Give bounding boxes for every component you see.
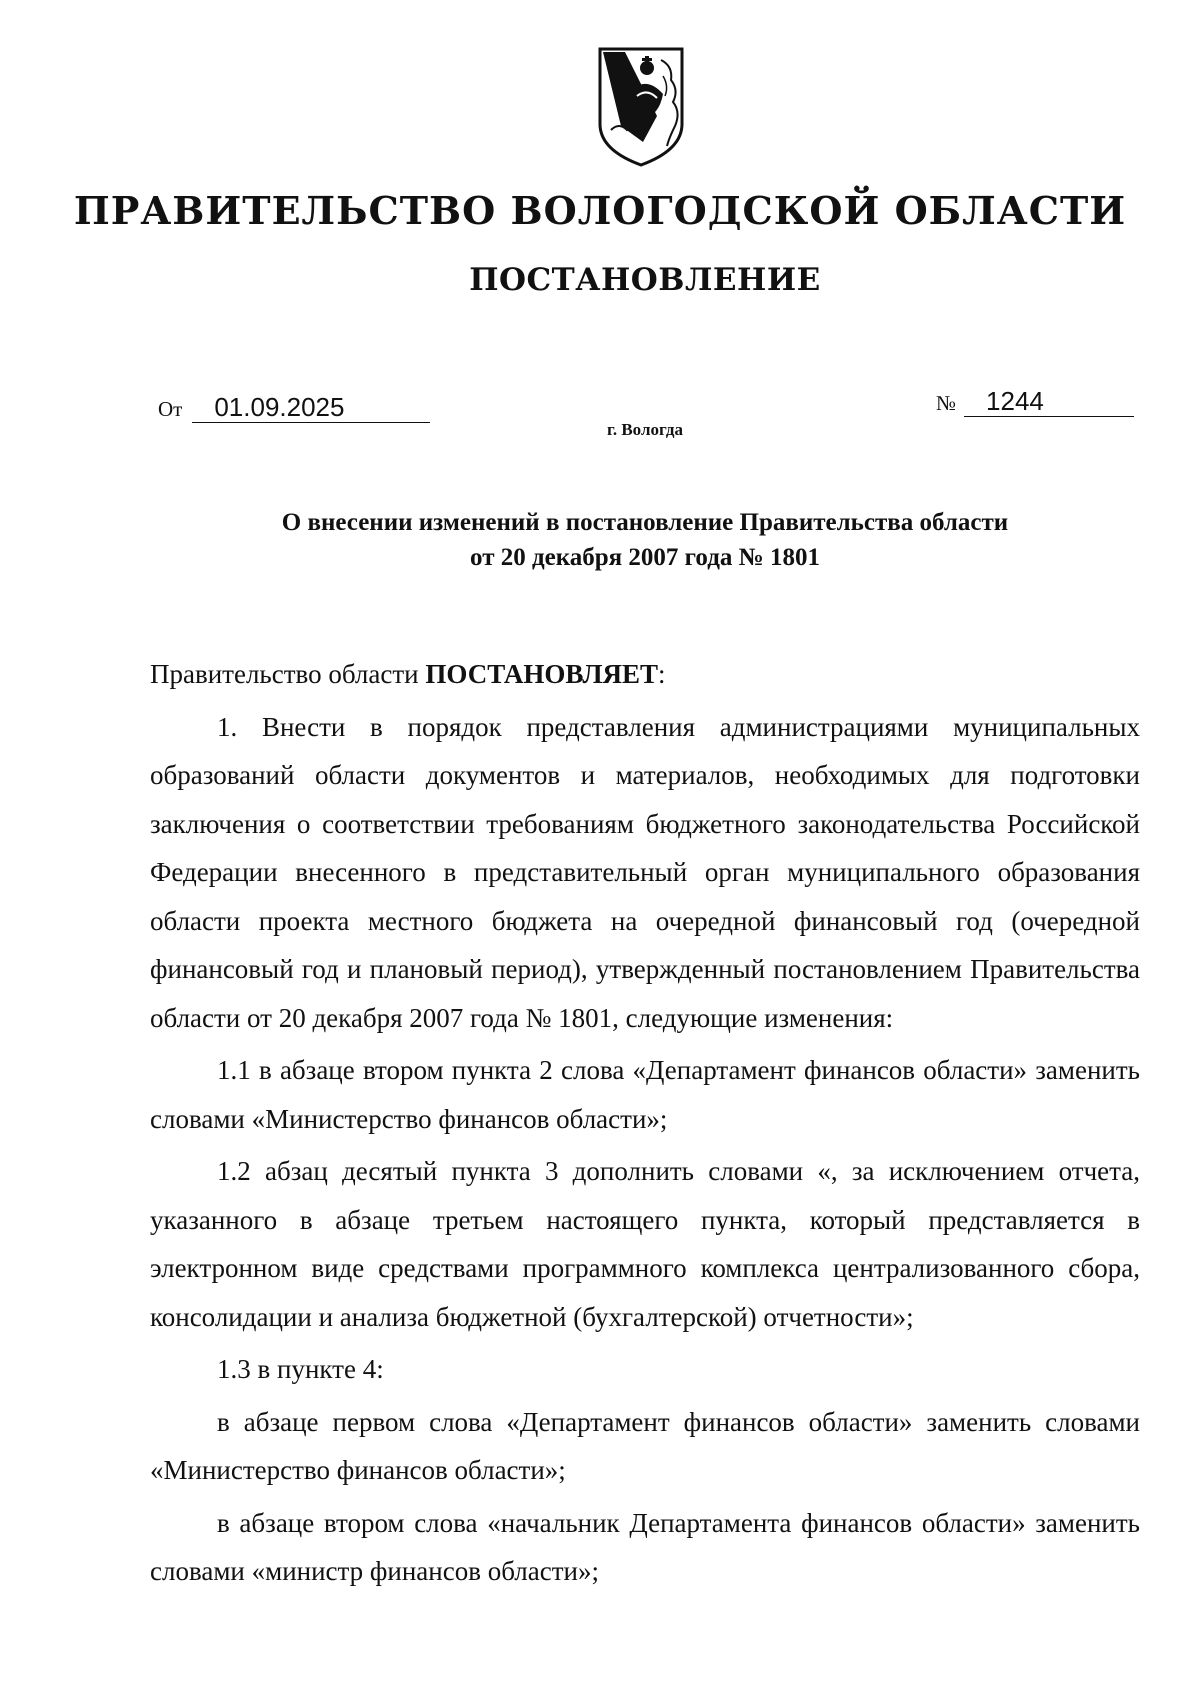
number-prefix: № <box>936 391 957 415</box>
city: г. Вологда <box>607 420 683 439</box>
paragraph-1-3-b: в абзаце втором слова «начальник Департамента финансов области» заменить словами «министр финансов области»; <box>150 1507 1140 1586</box>
heading-line-2: от 20 декабря 2007 года № 1801 <box>470 544 820 571</box>
paragraph-1: 1. Внести в порядок представления администрациями муниципальных образований области документов и материалов, необходимых для подготовки заключения о соответствии требованиям бюджетного законодательства Российской Федерации внесенного в представительный орган муниципального образования области проекта местного бюджета на очередной финансовый год (очередной финансовый год и плановый период), утвержденный постановлением Правительства области от 20 декабря 2007 года № 1801, следующие изменения: <box>150 711 1140 1033</box>
number-value: 1244 <box>964 386 1134 417</box>
date-value: 01.09.2025 <box>192 392 430 423</box>
paragraph-1-3: 1.3 в пункте 4: <box>217 1354 384 1384</box>
preamble-emphasis: ПОСТАНОВЛЯЕТ <box>425 659 658 689</box>
preamble-text: Правительство области <box>150 659 426 689</box>
coat-of-arms-icon <box>597 46 685 168</box>
paragraph-1-3-a: в абзаце первом слова «Департамент финансов области» заменить словами «Министерство финансов области»; <box>150 1406 1140 1485</box>
date-prefix: От <box>158 397 183 421</box>
document-body <box>150 650 1140 1600</box>
heading-line-1: О внесении изменений в постановление Правительства области <box>281 509 1009 536</box>
paragraph-1-2: 1.2 абзац десятый пункта 3 дополнить словами «, за исключением отчета, указанного в абзаце третьем настоящего пункта, который представляется в электронном виде средствами программного комплекса централизованного сбора, консолидации и анализа бюджетной (бухгалтерской) отчетности»; <box>150 1156 1140 1332</box>
preamble-suffix: : <box>657 659 666 689</box>
organization-title: ПРАВИТЕЛЬСТВО ВОЛОГОДСКОЙ ОБЛАСТИ <box>73 188 1127 233</box>
preamble <box>150 650 1140 699</box>
document-number <box>936 386 1134 417</box>
document-type: ПОСТАНОВЛЕНИЕ <box>469 262 821 298</box>
document-heading <box>0 505 1200 575</box>
paragraph-1-1: 1.1 в абзаце втором пункта 2 слова «Департамент финансов области» заменить словами «Министерство финансов области»; <box>150 1055 1140 1134</box>
document-date <box>158 392 430 423</box>
